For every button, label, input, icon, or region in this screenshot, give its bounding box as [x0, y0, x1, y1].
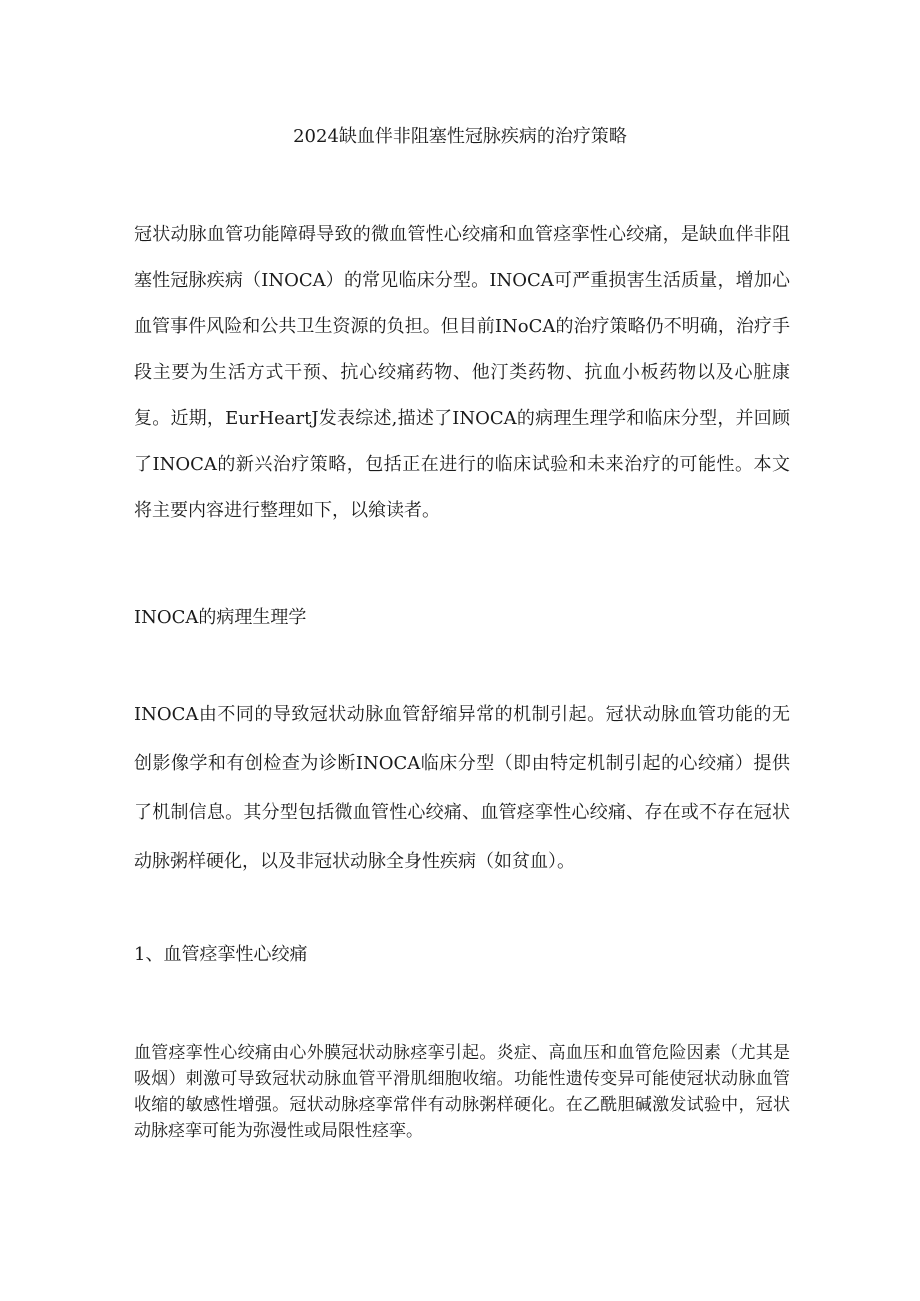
section-heading-pathophysiology: INOCA的病理生理学 — [134, 607, 307, 628]
vasospastic-angina-paragraph: 血管痉挛性心绞痛由心外膜冠状动脉痉挛引起。炎症、高血压和血管危险因素（尤其是吸烟）刺激可导致冠状动脉血管平滑肌细胞收缩。功能性遗传变异可能使冠状动脉血管收缩的敏感性增强。冠状动脉痉挛常伴有动脉粥样硬化。在乙酰胆碱激发试验中，冠状动脉痉挛可能为弥漫性或局限性痉挛。 — [134, 1043, 790, 1141]
section-heading-vasospastic-angina: 1、血管痉挛性心绞痛 — [134, 944, 308, 965]
intro-paragraph: 冠状动脉血管功能障碍导致的微血管性心绞痛和血管痉挛性心绞痛，是缺血伴非阻塞性冠脉疾病（INOCA）的常见临床分型。INOCA可严重损害生活质量，增加心血管事件风险和公共卫生资源的负担。但目前INoCA的治疗策略仍不明确，治疗手段主要为生活方式干预、抗心绞痛药物、他汀类药物、抗血小板药物以及心脏康复。近期，EurHeartJ发表综述,描述了INOCA的病理生理学和临床分型，并回顾了INOCA的新兴治疗策略，包括正在进行的临床试验和未来治疗的可能性。本文将主要内容进行整理如下，以飨读者。 — [134, 224, 790, 521]
document-title: 2024缺血伴非阻塞性冠脉疾病的治疗策略 — [293, 126, 627, 147]
pathophysiology-paragraph: INOCA由不同的导致冠状动脉血管舒缩异常的机制引起。冠状动脉血管功能的无创影像学和有创检查为诊断INOCA临床分型（即由特定机制引起的心绞痛）提供了机制信息。其分型包括微血管性心绞痛、血管痉挛性心绞痛、存在或不存在冠状动脉粥样硬化，以及非冠状动脉全身性疾病（如贫血）。 — [134, 704, 790, 872]
